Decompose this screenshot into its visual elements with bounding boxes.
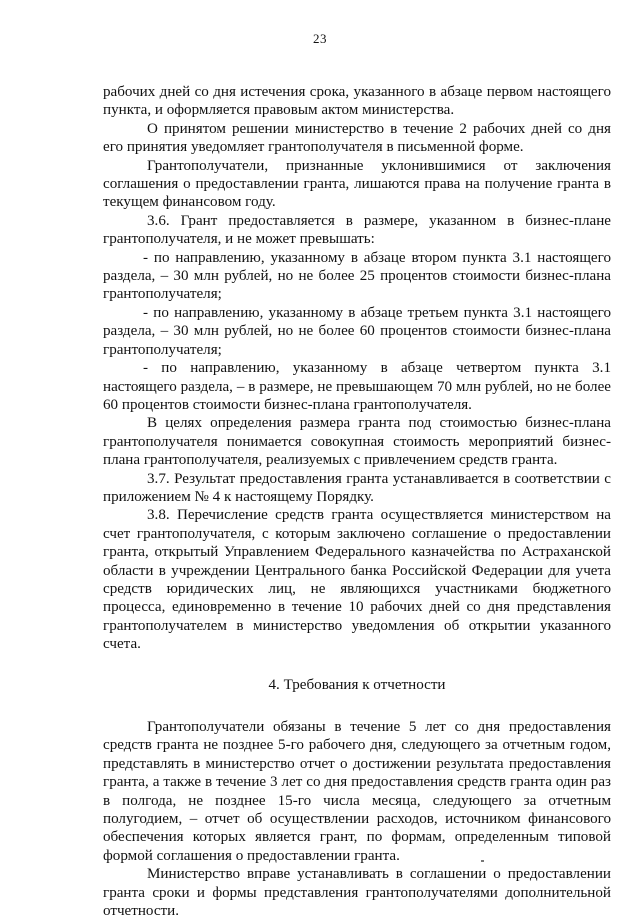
paragraph-3-7: 3.7. Результат предоставления гранта устанавливается в соответствии с приложением № 4 к настоящему Порядку. bbox=[103, 470, 611, 505]
list-item: - по направлению, указанному в абзаце втором пункта 3.1 настоящего раздела, – 30 млн рублей, но не более 25 процентов стоимости бизнес-плана грантополучателя; bbox=[103, 249, 611, 303]
list-item: - по направлению, указанному в абзаце третьем пункта 3.1 настоящего раздела, – 30 млн рублей, но не более 60 процентов стоимости бизнес-плана грантополучателя; bbox=[103, 304, 611, 358]
section-heading: 4. Требования к отчетности bbox=[268, 676, 446, 693]
paragraph: рабочих дней со дня истечения срока, указанного в абзаце первом настоящего пункта, и оформляется правовым актом министерства. bbox=[103, 84, 611, 119]
scan-speck bbox=[481, 860, 484, 862]
paragraph-3-6: 3.6. Грант предоставляется в размере, указанном в бизнес-плане грантополучателя, и не может превышать: bbox=[103, 212, 611, 248]
document-body bbox=[103, 83, 611, 920]
paragraph: О принятом решении министерство в течение 2 рабочих дней со дня его принятия уведомляет грантополучателя в письменной форме. bbox=[103, 120, 611, 156]
page-number: 23 bbox=[313, 31, 327, 46]
paragraph: Министерство вправе устанавливать в соглашении о предоставлении гранта сроки и формы представления грантополучателями дополнительной отчетности. bbox=[103, 866, 611, 920]
paragraph: Грантополучатели, признанные уклонившимися от заключения соглашения о предоставлении гранта, лишаются права на получение гранта в текущем финансовом году. bbox=[103, 157, 611, 211]
paragraph: В целях определения размера гранта под стоимостью бизнес-плана грантополучателя понимается совокупная стоимость мероприятий бизнес-плана грантополучателя, реализуемых с привлечением средств гранта. bbox=[103, 415, 611, 469]
list-item: - по направлению, указанному в абзаце четвертом пункта 3.1 настоящего раздела, – в размере, не превышающем 70 млн рублей, но не более 60 процентов стоимости бизнес-плана грантополучателя. bbox=[103, 360, 611, 413]
paragraph-3-8: 3.8. Перечисление средств гранта осуществляется министерством на счет грантополучателя, с которым заключено соглашение о предоставлении гранта, открытый Управлением Федерального казначейства по Астраханской области в учреждении Центрального банка Российской Федерации для учета средств юридических лиц, не являющихся участниками бюджетного процесса, единовременно в течение 10 рабочих дней со дня представления грантополучателем в министерство уведомления об открытии указанного счета. bbox=[103, 507, 611, 653]
paragraph: Грантополучатели обязаны в течение 5 лет со дня предоставления средств гранта не позднее 5-го рабочего дня, следующего за отчетным годом, представлять в министерство отчет о достижении результата предоставления гранта, а также в течение 3 лет со дня предоставления средств гранта один раз в полгода, не позднее 15-го числа месяца, следующего за отчетным полугодием, – отчет об осуществлении расходов, источником финансового обеспечения которых является грант, по формам, определенным типовой формой соглашения о предоставлении гранта. bbox=[103, 719, 611, 864]
